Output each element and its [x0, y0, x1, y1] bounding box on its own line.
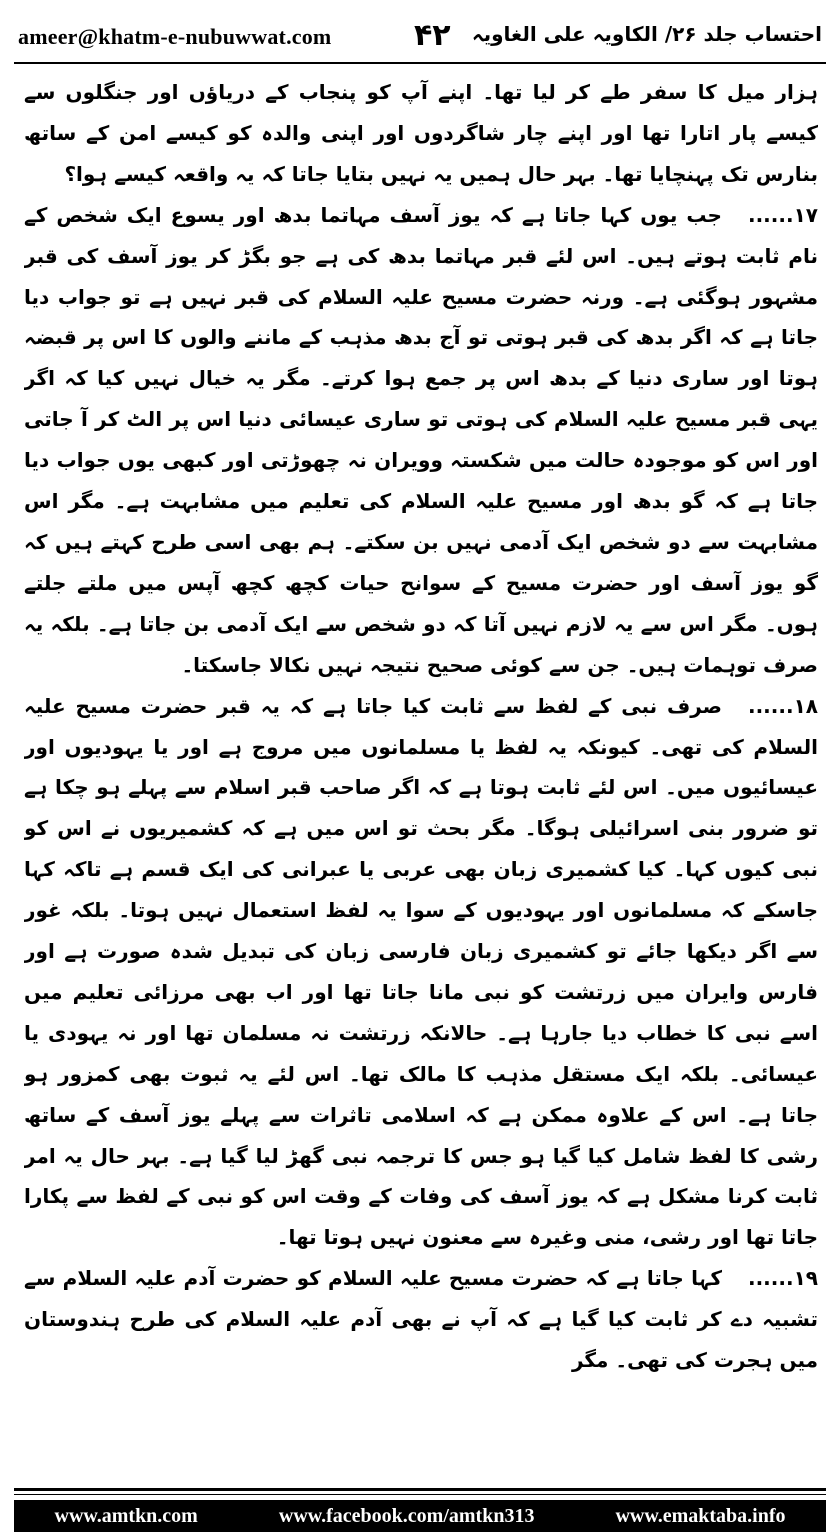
- paragraph-continuation: ہزار میل کا سفر طے کر لیا تھا۔ اپنے آپ کو پنجاب کے دریاؤں اور جنگلوں سے کیسے پار اتارا تھا اور اپنے چار شاگردوں اور اپنی والدہ کو کیسے امن کے ساتھ بنارس تک پہنچایا تھا۔ بہر حال ہمیں یہ نہیں بتایا جاتا کہ یہ واقعہ کیسے ہوا؟: [24, 80, 818, 186]
- paragraph-number: ۱۷......: [747, 202, 818, 227]
- paragraph-19: [24, 1258, 818, 1381]
- page-footer: [14, 1500, 826, 1532]
- footer-link-facebook[interactable]: www.facebook.com/amtkn313: [278, 1504, 535, 1527]
- paragraph-text: جب یوں کہا جاتا ہے کہ یوز آسف مہاتما بدھ اور یسوع ایک شخص کے نام ثابت ہوتے ہیں۔ اس لئے قبر مہاتما بدھ کی ہے جو بگڑ کر یوز آسف کی قبر مشہور ہوگئی ہے۔ ورنہ حضرت مسیح علیہ السلام کی قبر نہیں ہے تو جواب دیا جاتا ہے کہ اگر بدھ کی قبر ہوتی تو آج بدھ مذہب کے ماننے والوں کا اس پر قبضہ ہوتا اور ساری دنیا کے بدھ اس پر جمع ہوا کرتے۔ مگر یہ خیال نہیں کیا کہ اگر یہی قبر مسیح علیہ السلام کی ہوتی تو ساری عیسائی دنیا اس پر الٹ کر آ جاتی اور اس کو موجودہ حالت میں شکستہ وویران نہ چھوڑتی اور کبھی یوں جواب دیا جاتا ہے کہ گو بدھ اور مسیح علیہ السلام کی تعلیم میں مشابہت ہے۔ مگر اس مشابہت سے دو شخص ایک آدمی نہیں بن سکتے۔ ہم بھی اسی طرح کہتے ہیں کہ گو یوز آسف اور حضرت مسیح کے سوانح حیات کچھ کچھ آپس میں ملتے جلتے ہوں۔ مگر اس سے یہ لازم نہیں آتا کہ دو شخص سے ایک آدمی بن جاتا ہے۔ بلکہ یہ صرف توہمات ہیں۔ جن سے کوئی صحیح نتیجہ نہیں نکالا جاسکتا۔: [24, 202, 818, 677]
- footer-rule-thin: [14, 1494, 826, 1495]
- header-rule: [14, 62, 826, 64]
- paragraph-text: صرف نبی کے لفظ سے ثابت کیا جاتا ہے کہ یہ قبر حضرت مسیح علیہ السلام کی تھی۔ کیونکہ یہ لفظ یا مسلمانوں میں مروج ہے اور یا یہودیوں اور عیسائیوں میں۔ اس لئے ثابت ہوتا ہے کہ اگر صاحب قبر اسلام سے پہلے ہو چکا ہے تو ضرور بنی اسرائیلی ہوگا۔ مگر بحث تو اس میں ہے کہ کشمیریوں نے اس کو نبی کیوں کہا۔ کیا کشمیری زبان بھی عربی یا عبرانی کی ایک قسم ہے تاکہ کہا جاسکے کہ مسلمانوں اور یہودیوں کے سوا یہ لفظ استعمال نہیں ہوتا۔ بلکہ غور سے اگر دیکھا جائے تو کشمیری زبان فارسی زبان کی تبدیل شدہ صورت ہے اور فارس وایران میں زرتشت کو نبی مانا جاتا تھا اور اب بھی مرزائی تعلیم میں اسے نبی کا خطاب دیا جارہا ہے۔ حالانکہ زرتشت نہ مسلمان تھا اور نہ یہودی یا عیسائی۔ بلکہ ایک مستقل مذہب کا مالک تھا۔ اس لئے یہ ثبوت بھی کمزور ہو جاتا ہے۔ اس کے علاوہ ممکن ہے کہ اسلامی تاثرات سے پہلے یوز آسف کے ساتھ رشی کا لفظ شامل کیا گیا ہو جس کا ترجمہ نبی گھڑ لیا گیا ہے۔ بہر حال یہ امر ثابت کرنا مشکل ہے کہ یوز آسف کی وفات کے وقت اس کو نبی کے لفظ سے پکارا جاتا تھا اور رشی، منی وغیرہ سے معنون نہیں ہوتا تھا۔: [24, 693, 818, 1250]
- paragraph-text: کہا جاتا ہے کہ حضرت مسیح علیہ السلام کو حضرت آدم علیہ السلام سے تشبیہ دے کر ثابت کیا گیا ہے کہ آپ نے بھی آدم علیہ السلام کی طرح ہندوستان میں ہجرت کی تھی۔ مگر: [24, 1266, 818, 1373]
- page-body: [24, 72, 818, 1464]
- footer-link-amtkn[interactable]: www.amtkn.com: [54, 1504, 198, 1527]
- footer-link-emaktaba[interactable]: www.emaktaba.info: [615, 1504, 786, 1527]
- paragraph-number: ۱۸......: [747, 693, 818, 718]
- paragraph-18: [24, 686, 818, 1259]
- paragraph-17: [24, 195, 818, 686]
- paragraph-number: ۱۹......: [747, 1266, 818, 1291]
- book-title: احتساب جلد ۲۶/ الکاویہ علی الغاویہ: [471, 22, 822, 46]
- footer-rule-thick: [14, 1488, 826, 1491]
- page-header: [14, 18, 826, 58]
- page-number: ۴۲: [414, 18, 451, 53]
- header-email: ameer@khatm-e-nubuwwat.com: [18, 24, 332, 49]
